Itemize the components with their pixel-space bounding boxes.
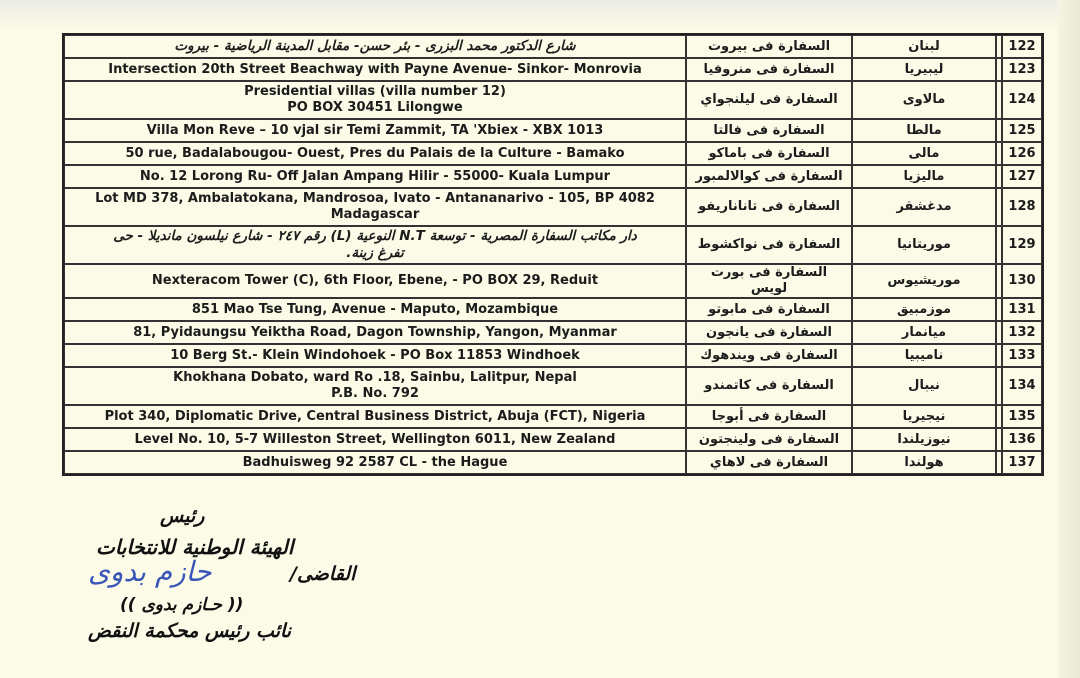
row-number-cell: 127	[1002, 165, 1042, 188]
country-cell: مالى	[852, 142, 996, 165]
address-line: Villa Mon Reve – 10 vjal sir Temi Zammit, TA 'Xbiex - XBX 1013	[146, 122, 604, 138]
country-cell: مالطا	[852, 119, 996, 142]
embassy-cell: السفارة فى بورت لويس	[686, 264, 852, 298]
address-line: Badhuisweg 92 2587 CL - the Hague	[242, 454, 508, 470]
scan-shadow-top	[0, 0, 1080, 30]
table-row	[64, 298, 1042, 321]
embassy-cell: السفارة فى نواكشوط	[686, 226, 852, 264]
row-number-cell: 129	[1002, 226, 1042, 264]
embassy-cell: السفارة فى يانجون	[686, 321, 852, 344]
table-row	[64, 428, 1042, 451]
embassy-cell: السفارة فى لاهاي	[686, 451, 852, 474]
row-number-cell: 123	[1002, 58, 1042, 81]
table-row	[64, 451, 1042, 474]
country-cell: ناميبيا	[852, 344, 996, 367]
embassy-cell: السفارة فى أبوجا	[686, 405, 852, 428]
country-cell: ماليزيا	[852, 165, 996, 188]
address-cell	[64, 119, 686, 142]
address-cell	[64, 264, 686, 298]
table-row	[64, 142, 1042, 165]
address-cell	[64, 321, 686, 344]
address-line: شارع الدكتور محمد البزرى - بئر حسن- مقابل المدينة الرياضية - بيروت	[174, 38, 576, 54]
address-cell	[64, 367, 686, 405]
table-row	[64, 226, 1042, 264]
table-row	[64, 321, 1042, 344]
country-cell: لبنان	[852, 35, 996, 58]
country-cell: نيجيريا	[852, 405, 996, 428]
table-row	[64, 188, 1042, 226]
address-line-2: P.B. No. 792	[331, 386, 419, 401]
country-cell: نيبال	[852, 367, 996, 405]
embassy-cell: السفارة فى كوالالمبور	[686, 165, 852, 188]
table-row	[64, 165, 1042, 188]
country-cell: ميانمار	[852, 321, 996, 344]
country-cell: نيوزيلندا	[852, 428, 996, 451]
row-number-cell: 125	[1002, 119, 1042, 142]
address-line: Khokhana Dobato, ward Ro .18, Sainbu, Lalitpur, Nepal	[173, 370, 577, 385]
address-line: Presidential villas (villa number 12)	[244, 84, 506, 99]
table-row	[64, 367, 1042, 405]
address-cell	[64, 298, 686, 321]
address-line-2: PO BOX 30451 Lilongwe	[287, 100, 463, 115]
table-row	[64, 35, 1042, 58]
scan-shadow-right	[1058, 0, 1080, 678]
embassy-cell: السفارة فى بيروت	[686, 35, 852, 58]
row-number-cell: 137	[1002, 451, 1042, 474]
embassy-cell: السفارة فى ويندهوك	[686, 344, 852, 367]
address-line: 50 rue, Badalabougou- Ouest, Pres du Palais de la Culture - Bamako	[125, 145, 625, 161]
row-number-cell: 122	[1002, 35, 1042, 58]
address-line: Intersection 20th Street Beachway with Payne Avenue- Sinkor- Monrovia	[108, 61, 642, 77]
address-cell	[64, 165, 686, 188]
row-number-cell: 132	[1002, 321, 1042, 344]
table-row	[64, 58, 1042, 81]
embassy-cell: السفارة فى ليلنجواي	[686, 81, 852, 119]
address-cell	[64, 405, 686, 428]
address-cell	[64, 58, 686, 81]
table-row	[64, 344, 1042, 367]
country-cell: موريتانيا	[852, 226, 996, 264]
country-cell: مالاوى	[852, 81, 996, 119]
embassy-cell: السفارة فى ولينجتون	[686, 428, 852, 451]
row-number-cell: 133	[1002, 344, 1042, 367]
row-number-cell: 134	[1002, 367, 1042, 405]
address-line: Plot 340, Diplomatic Drive, Central Business District, Abuja (FCT), Nigeria	[104, 408, 646, 424]
address-line-2: Madagascar	[330, 207, 420, 222]
signatory-role: نائب رئيس محكمة النقض	[88, 620, 292, 642]
embassies-table	[62, 33, 1044, 476]
row-number-cell: 136	[1002, 428, 1042, 451]
address-line: Lot MD 378, Ambalatokana, Mandrosoa, Ivato - Antananarivo - 105, BP 4082	[95, 191, 655, 206]
embassy-cell: السفارة فى مابوتو	[686, 298, 852, 321]
embassy-cell: السفارة فى تاناناريفو	[686, 188, 852, 226]
address-line: 81, Pyidaungsu Yeiktha Road, Dagon Township, Yangon, Myanmar	[133, 324, 617, 340]
row-number-cell: 135	[1002, 405, 1042, 428]
handwritten-signature: حازم بدوى	[88, 555, 212, 588]
judge-label: القاضى/	[290, 563, 356, 585]
signatory-name: (( حـازم بدوى ))	[120, 595, 244, 615]
country-cell: موزمبيق	[852, 298, 996, 321]
country-cell: ليبيريا	[852, 58, 996, 81]
table-row	[64, 405, 1042, 428]
address-line: No. 12 Lorong Ru- Off Jalan Ampang Hilir - 55000- Kuala Lumpur	[139, 168, 611, 184]
table-row	[64, 119, 1042, 142]
address-cell	[64, 428, 686, 451]
row-number-cell: 126	[1002, 142, 1042, 165]
address-cell	[64, 81, 686, 119]
table-row	[64, 81, 1042, 119]
row-number-cell: 131	[1002, 298, 1042, 321]
address-line: دار مكاتب السفارة المصرية - توسعة N.T النوعية (L) رقم ٢٤٧ - شارع نيلسون مانديلا - حى	[113, 228, 637, 244]
embassy-cell: السفارة فى منروفيا	[686, 58, 852, 81]
country-cell: موريشيوس	[852, 264, 996, 298]
address-cell	[64, 188, 686, 226]
address-cell	[64, 451, 686, 474]
country-cell: هولندا	[852, 451, 996, 474]
address-line: 10 Berg St.- Klein Windohoek - PO Box 11853 Windhoek	[170, 347, 580, 363]
address-cell	[64, 35, 686, 58]
table-body	[64, 35, 1042, 474]
embassy-cell: السفارة فى باماكو	[686, 142, 852, 165]
table-row	[64, 264, 1042, 298]
embassy-cell: السفارة فى كاتمندو	[686, 367, 852, 405]
row-number-cell: 130	[1002, 264, 1042, 298]
row-number-cell: 128	[1002, 188, 1042, 226]
signatory-title-line2: الهيئة الوطنية للانتخابات	[96, 535, 294, 559]
country-cell: مدغشقر	[852, 188, 996, 226]
address-cell	[64, 142, 686, 165]
address-line: Nexteracom Tower (C), 6th Floor, Ebene, - PO BOX 29, Reduit	[151, 273, 599, 288]
address-line: 851 Mao Tse Tung, Avenue - Maputo, Mozambique	[191, 301, 559, 317]
address-cell	[64, 226, 686, 264]
embassy-cell: السفارة فى فالتا	[686, 119, 852, 142]
signatory-title-line1: رئيس	[160, 505, 205, 527]
address-line: Level No. 10, 5-7 Willeston Street, Wellington 6011, New Zealand	[134, 431, 616, 447]
address-cell	[64, 344, 686, 367]
row-number-cell: 124	[1002, 81, 1042, 119]
address-line-2: تفرغ زينة.	[346, 245, 404, 261]
